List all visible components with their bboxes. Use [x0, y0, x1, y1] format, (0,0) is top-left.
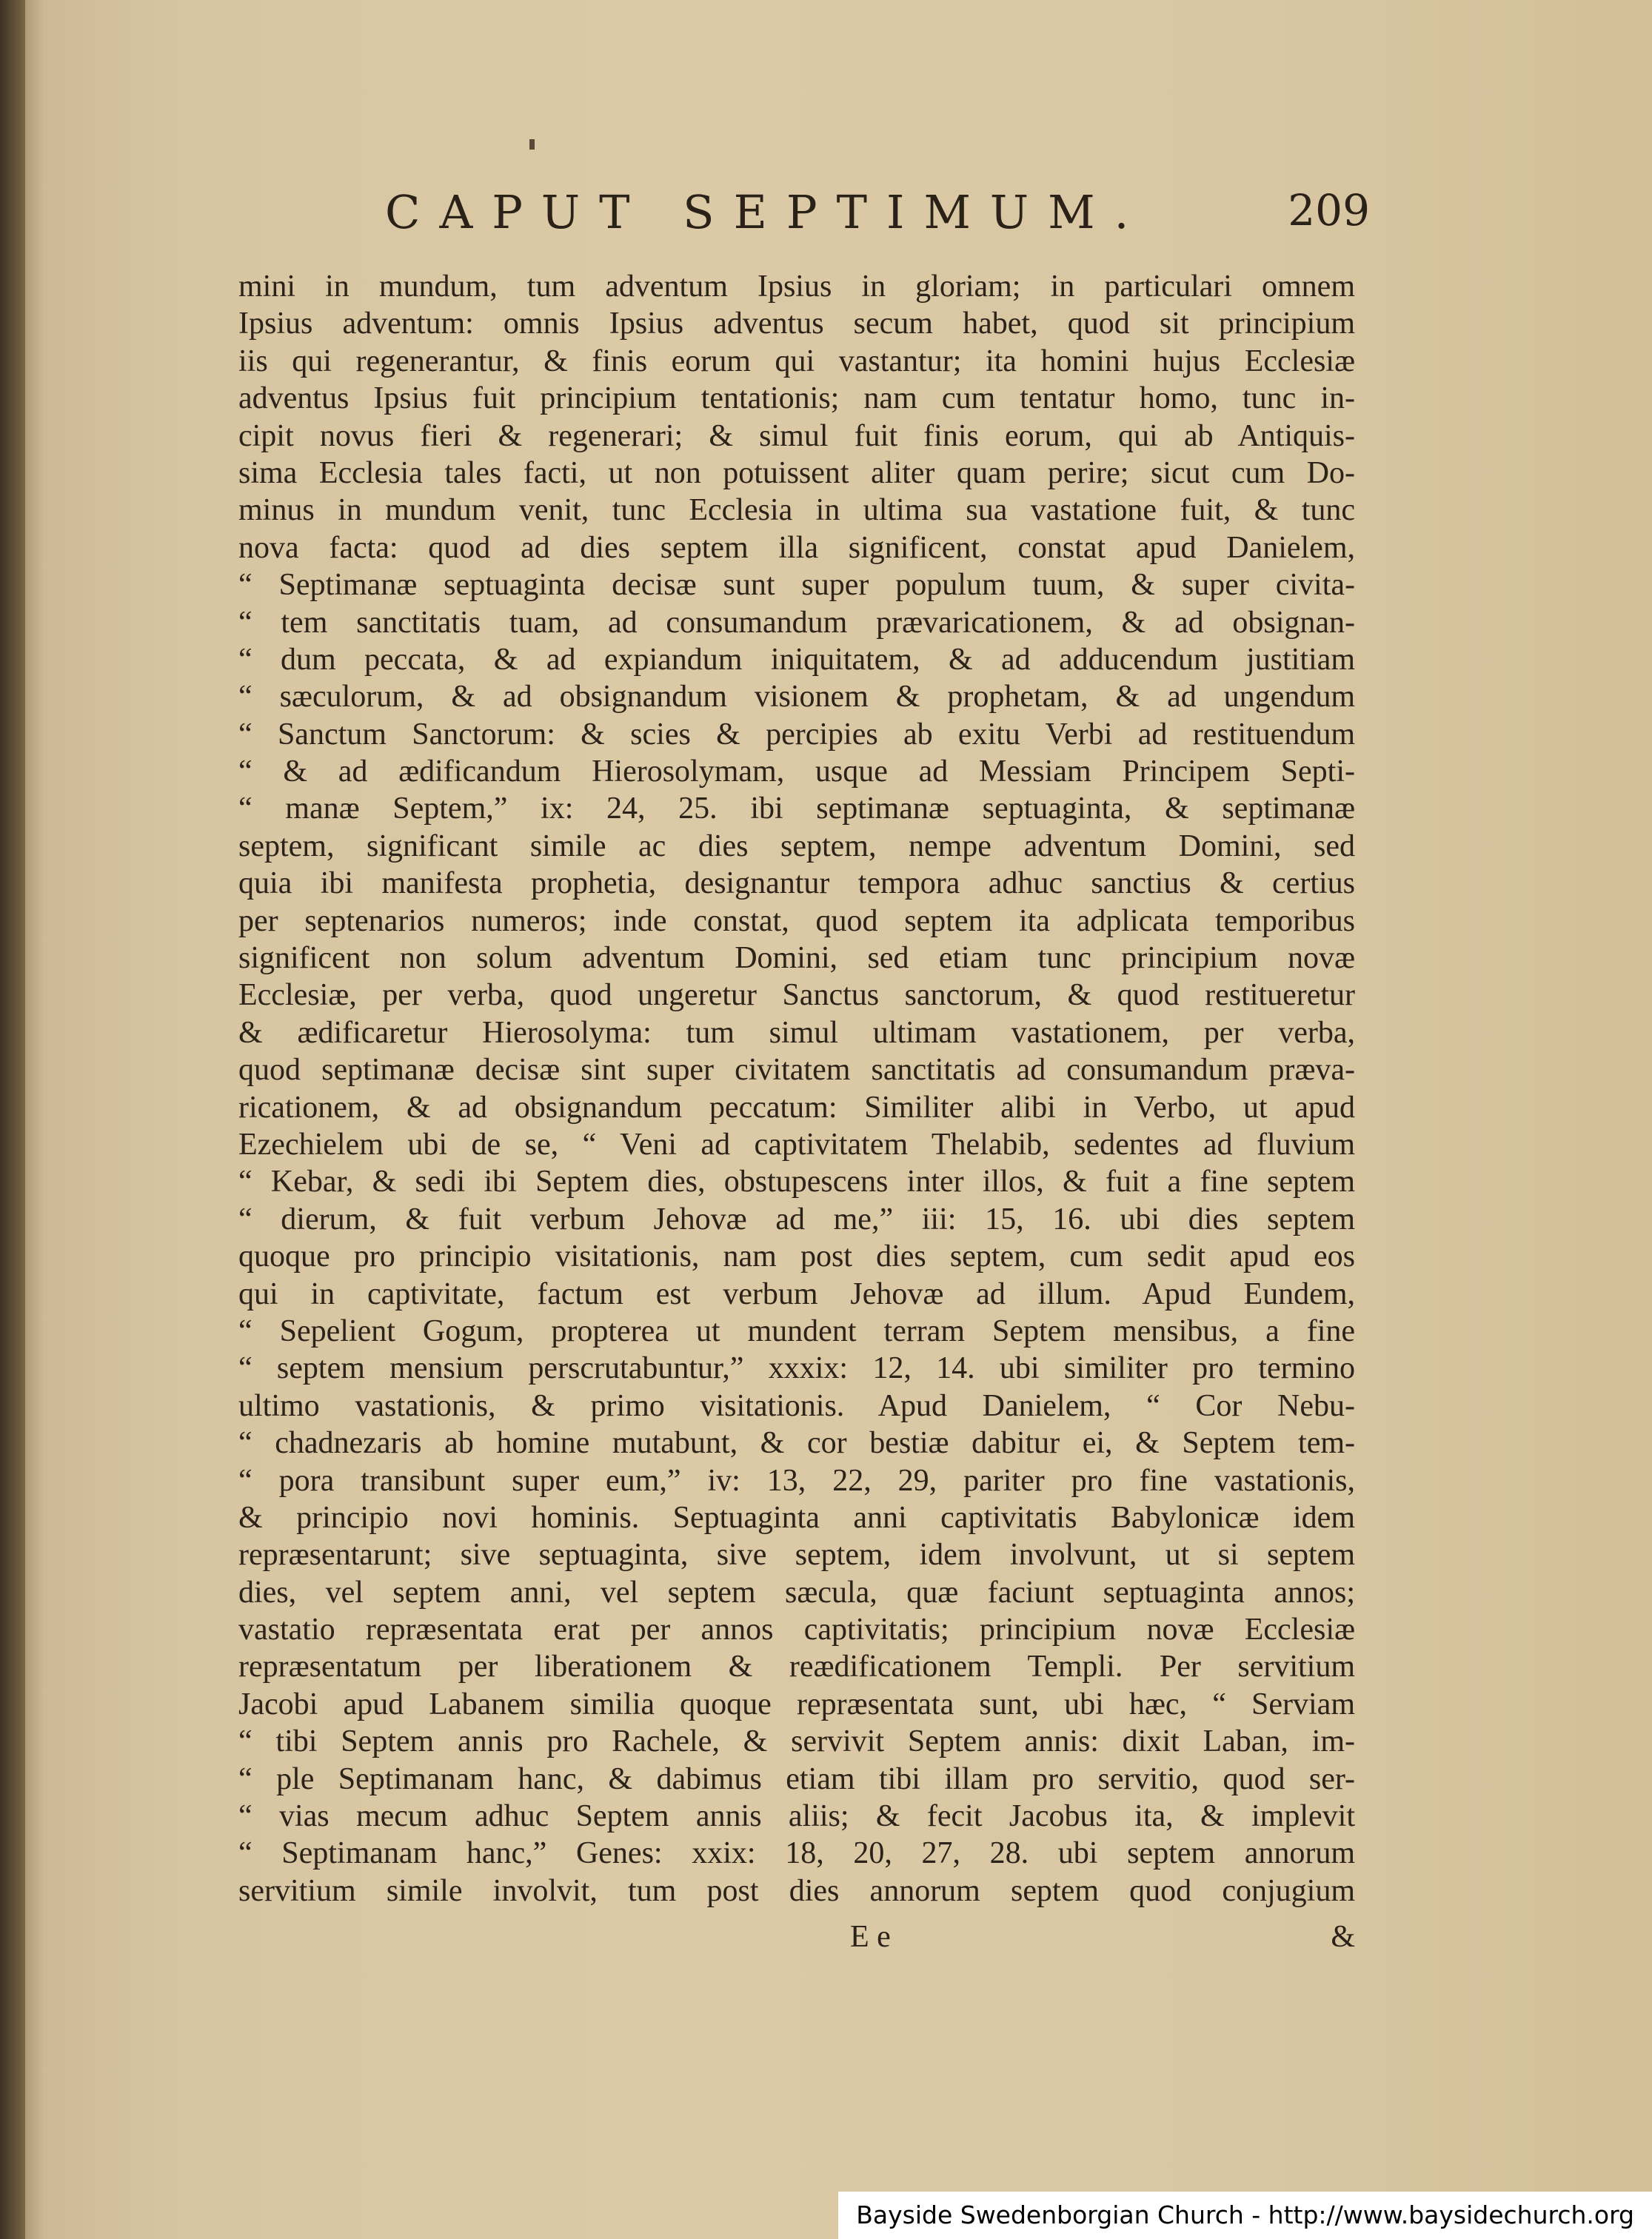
text-line: Jacobi apud Labanem similia quoque repræsentata sunt, ubi hæc, “ Serviam	[238, 1687, 1355, 1721]
text-line: sima Ecclesia tales facti, ut non potuissent aliter quam perire; sicut cum Do-	[238, 455, 1355, 490]
text-line: “ & ad ædificandum Hierosolymam, usque ad Messiam Principem Septi-	[238, 754, 1355, 789]
catchword: &	[1331, 1920, 1355, 1954]
text-line: & ædificaretur Hierosolyma: tum simul ultimam vastationem, per verba,	[238, 1015, 1355, 1050]
text-line: Ezechielem ubi de se, “ Veni ad captivitatem Thelabib, sedentes ad fluvium	[238, 1127, 1355, 1162]
text-line: “ Septimanæ septuaginta decisæ sunt super populum tuum, & super civita-	[238, 568, 1355, 603]
text-line: quia ibi manifesta prophetia, designantur tempora adhuc sanctius & certius	[238, 866, 1355, 901]
text-line: “ vias mecum adhuc Septem annis aliis; & fecit Jacobus ita, & implevit	[238, 1799, 1355, 1834]
text-line: “ pora transibunt super eum,” iv: 13, 22, 29, pariter pro fine vastationis,	[238, 1463, 1355, 1498]
text-line: “ Sepelient Gogum, propterea ut mundent terram Septem mensibus, a fine	[238, 1313, 1355, 1348]
text-line: significent non solum adventum Domini, sed etiam tunc principium novæ	[238, 941, 1355, 976]
print-mark	[529, 139, 535, 150]
text-line: ricationem, & ad obsignandum peccatum: Similiter alibi in Verbo, ut apud	[238, 1090, 1355, 1125]
text-line: iis qui regenerantur, & finis eorum qui vastantur; ita homini hujus Ecclesiæ	[238, 344, 1355, 378]
text-line: mini in mundum, tum adventum Ipsius in gloriam; in particulari omnem	[238, 270, 1355, 304]
text-line: repræsentarunt; sive septuaginta, sive septem, idem involvunt, ut si septem	[238, 1538, 1355, 1573]
text-line: servitium simile involvit, tum post dies annorum septem quod conjugium	[238, 1873, 1355, 1908]
text-line: “ Kebar, & sedi ibi Septem dies, obstupescens inter illos, & fuit a fine septem	[238, 1165, 1355, 1199]
signature-mark: E e	[850, 1920, 891, 1954]
text-line: “ tibi Septem annis pro Rachele, & servivit Septem annis: dixit Laban, im-	[238, 1724, 1355, 1759]
text-line: vastatio repræsentata erat per annos captivitatis; principium novæ Ecclesiæ	[238, 1613, 1355, 1647]
book-spine-shadow	[0, 0, 25, 2239]
text-line: dies, vel septem anni, vel septem sæcula, quæ faciunt septuaginta annos;	[238, 1575, 1355, 1610]
text-line: Ecclesiæ, per verba, quod ungeretur Sanctus sanctorum, & quod restitueretur	[238, 978, 1355, 1013]
page-number: 209	[1288, 185, 1370, 235]
text-line: “ dum peccata, & ad expiandum iniquitatem, & ad adducendum justitiam	[238, 642, 1355, 677]
text-line: quod septimanæ decisæ sint super civitatem sanctitatis ad consumandum præva-	[238, 1053, 1355, 1088]
text-line: cipit novus fieri & regenerari; & simul fuit finis eorum, qui ab Antiquis-	[238, 418, 1355, 453]
text-line: “ tem sanctitatis tuam, ad consumandum prævaricationem, & ad obsignan-	[238, 605, 1355, 640]
text-line: septem, significant simile ac dies septem, nempe adventum Domini, sed	[238, 829, 1355, 863]
page-footer	[238, 1919, 1355, 1964]
text-line: qui in captivitate, factum est verbum Jehovæ ad illum. Apud Eundem,	[238, 1276, 1355, 1311]
text-line: Ipsius adventum: omnis Ipsius adventus secum habet, quod sit principium	[238, 307, 1355, 341]
page-header	[385, 185, 1370, 252]
running-title: CAPUT SEPTIMUM.	[385, 185, 1148, 239]
text-line: “ septem mensium perscrutabuntur,” xxxix: 12, 14. ubi similiter pro termino	[238, 1351, 1355, 1386]
text-line: ultimo vastationis, & primo visitationis. Apud Danielem, “ Cor Nebu-	[238, 1388, 1355, 1423]
text-line: “ sæculorum, & ad obsignandum visionem & prophetam, & ad ungendum	[238, 680, 1355, 714]
text-line: repræsentatum per liberationem & reædificationem Templi. Per servitium	[238, 1650, 1355, 1684]
text-line: adventus Ipsius fuit principium tentationis; nam cum tentatur homo, tunc in-	[238, 381, 1355, 416]
text-line: “ Septimanam hanc,” Genes: xxix: 18, 20, 27, 28. ubi septem annorum	[238, 1836, 1355, 1871]
watermark-credit: Bayside Swedenborgian Church - http://www.baysidechurch.org	[838, 2192, 1652, 2239]
text-line: “ Sanctum Sanctorum: & scies & percipies ab exitu Verbi ad restituendum	[238, 717, 1355, 752]
text-line: per septenarios numeros; inde constat, quod septem ita adplicata temporibus	[238, 903, 1355, 938]
text-line: minus in mundum venit, tunc Ecclesia in ultima sua vastatione fuit, & tunc	[238, 493, 1355, 528]
text-line: “ ple Septimanam hanc, & dabimus etiam tibi illam pro servitio, quod ser-	[238, 1761, 1355, 1796]
text-line: nova facta: quod ad dies septem illa significent, constat apud Danielem,	[238, 530, 1355, 565]
text-line: & principio novi hominis. Septuaginta anni captivitatis Babylonicæ idem	[238, 1500, 1355, 1535]
text-line: quoque pro principio visitationis, nam post dies septem, cum sedit apud eos	[238, 1239, 1355, 1274]
text-line: “ chadnezaris ab homine mutabunt, & cor bestiæ dabitur ei, & Septem tem-	[238, 1426, 1355, 1461]
body-text	[238, 268, 1355, 1910]
text-line: “ manæ Septem,” ix: 24, 25. ibi septimanæ septuaginta, & septimanæ	[238, 791, 1355, 826]
text-line: “ dierum, & fuit verbum Jehovæ ad me,” iii: 15, 16. ubi dies septem	[238, 1202, 1355, 1236]
